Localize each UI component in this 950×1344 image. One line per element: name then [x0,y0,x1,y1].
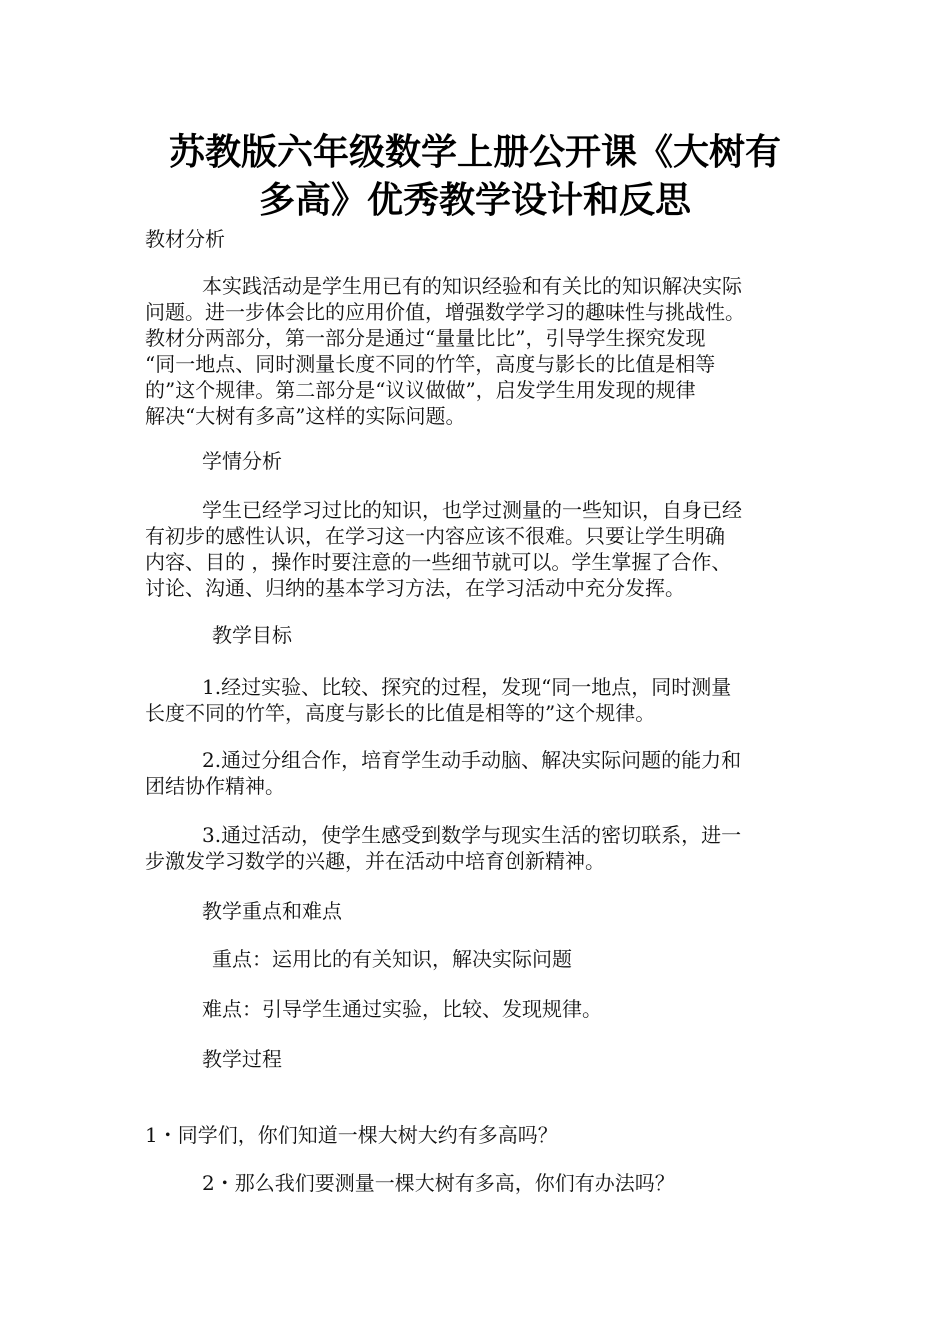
document-title-line-1: 苏教版六年级数学上册公开课《大树有 [168,131,781,173]
goal-line: 2.通过分组合作，培育学生动手动脑、解决实际问题的能力和 [202,748,742,772]
students-line: 学生已经学习过比的知识，也学过测量的一些知识，自身已经 [202,498,742,522]
students-line: 讨论、沟通、归纳的基本学习方法，在学习活动中充分发挥。 [145,576,685,600]
material-line: 本实践活动是学生用已有的知识经验和有关比的知识解决实际 [202,274,742,298]
document-title-line-2: 多高》优秀教学设计和反思 [258,179,691,221]
goal-3 [145,822,810,874]
goal-line: 步激发学习数学的兴趣，并在活动中培育创新精神。 [145,849,605,873]
goal-line: 团结协作精神。 [145,774,285,798]
goal-1 [145,674,810,726]
goal-line: 长度不同的竹竿，高度与影长的比值是相等的”这个规律。 [145,701,656,725]
section-heading-goals: 教学目标 [212,623,292,647]
material-line: 的”这个规律。第二部分是“议议做做”，启发学生用发现的规律 [145,378,696,402]
process-item-2: 2・那么我们要测量一棵大树有多高，你们有办法吗？ [202,1171,675,1195]
students-paragraph [145,497,810,601]
key-point: 重点：运用比的有关知识，解决实际问题 [212,947,572,971]
process-item-1: 1・同学们，你们知道一棵大树大约有多高吗？ [145,1123,558,1147]
section-heading-material: 教材分析 [145,227,225,251]
material-line: 教材分两部分，第一部分是通过“量量比比”，引导学生探究发现 [145,326,706,350]
material-line: “同一地点、同时测量长度不同的竹竿，高度与影长的比值是相等 [145,352,716,376]
goal-2 [145,747,810,799]
section-heading-process: 教学过程 [202,1047,282,1071]
section-heading-students: 学情分析 [202,449,282,473]
students-line: 内容、目的 ，操作时要注意的一些细节就可以。学生掌握了合作、 [145,550,732,574]
material-paragraph [145,273,810,429]
material-line: 解决“大树有多高”这样的实际问题。 [145,404,466,428]
goal-line: 1.经过实验、比较、探究的过程，发现“同一地点，同时测量 [202,675,732,699]
students-line: 有初步的感性认识，在学习这一内容应该不很难。只要让学生明确 [145,524,725,548]
section-heading-keypoints: 教学重点和难点 [202,899,342,923]
goal-line: 3.通过活动，使学生感受到数学与现实生活的密切联系，进一 [202,823,742,847]
material-line: 问题。进一步体会比的应用价值，增强数学学习的趣味性与挑战性。 [145,300,745,324]
difficult-point: 难点：引导学生通过实验，比较、发现规律。 [202,997,602,1021]
